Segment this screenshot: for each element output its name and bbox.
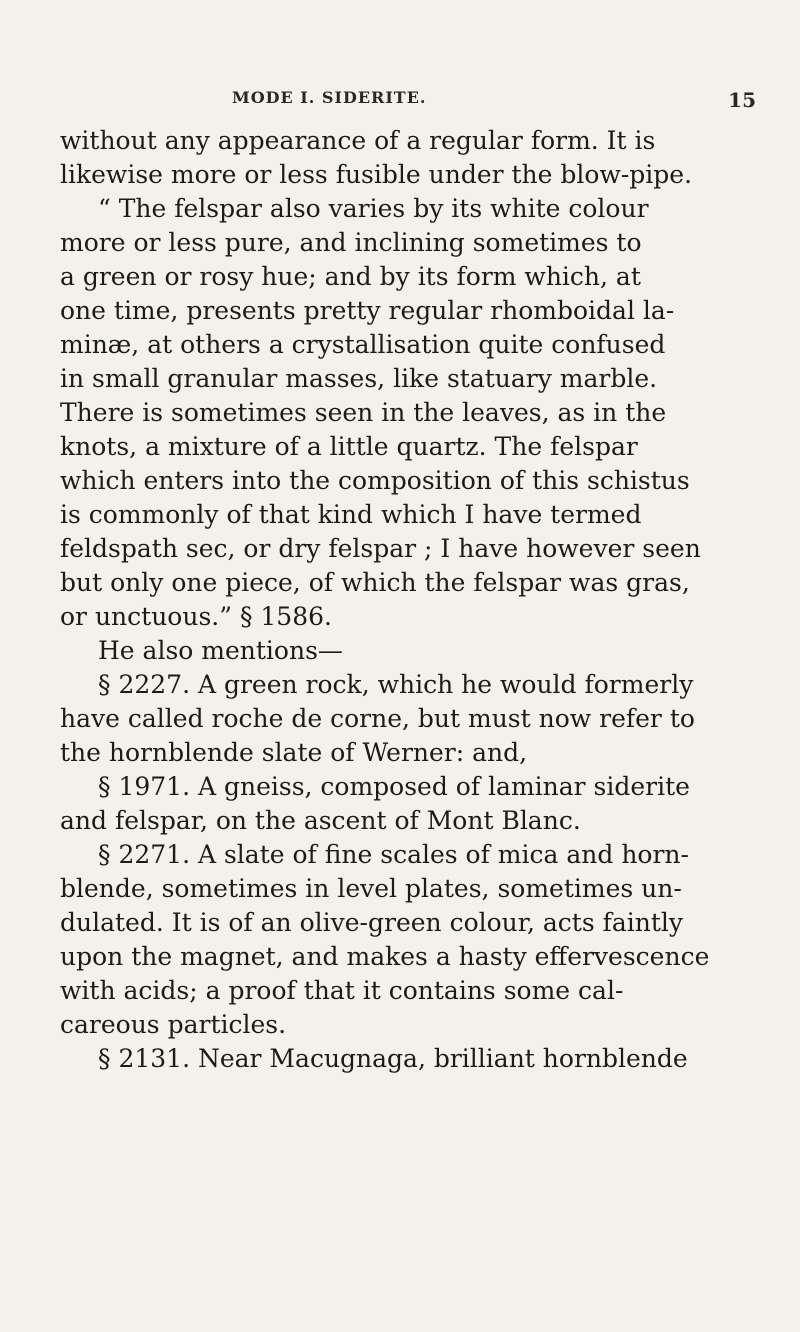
- text-line: § 1971. A gneiss, composed of laminar siderite: [98, 772, 690, 801]
- text-line: “ The felspar also varies by its white colour: [98, 194, 649, 223]
- text-line: There is sometimes seen in the leaves, as in the: [60, 398, 667, 427]
- text-line: have called roche de corne, but must now refer to: [60, 704, 695, 733]
- text-line: § 2131. Near Macugnaga, brilliant hornblende: [98, 1044, 688, 1073]
- text-line: a green or rosy hue; and by its form which, at: [60, 262, 641, 291]
- text-line: minæ, at others a crystallisation quite confused: [60, 330, 666, 359]
- text-line: the hornblende slate of Werner: and,: [60, 738, 528, 767]
- text-line: which enters into the composition of this schistus: [60, 466, 690, 495]
- text-line: feldspath sec, or dry felspar ; I have however seen: [60, 534, 701, 563]
- text-line: § 2271. A slate of fine scales of mica and horn-: [98, 840, 689, 869]
- text-line: blende, sometimes in level plates, sometimes un-: [60, 874, 682, 903]
- body-text: [60, 124, 740, 1076]
- text-line: knots, a mixture of a little quartz. The felspar: [60, 432, 638, 461]
- text-line: likewise more or less fusible under the blow-pipe.: [60, 160, 693, 189]
- text-line: upon the magnet, and makes a hasty effervescence: [60, 942, 710, 971]
- running-header: MODE I. SIDERITE.: [232, 88, 427, 107]
- text-line: but only one piece, of which the felspar was gras,: [60, 568, 690, 597]
- text-line: dulated. It is of an olive-green colour, acts faintly: [60, 908, 684, 937]
- text-line: and felspar, on the ascent of Mont Blanc.: [60, 806, 581, 835]
- text-line: without any appearance of a regular form. It is: [60, 126, 656, 155]
- text-line: careous particles.: [60, 1010, 287, 1039]
- text-line: is commonly of that kind which I have termed: [60, 500, 642, 529]
- page-number: 15: [728, 88, 756, 112]
- text-line: in small granular masses, like statuary marble.: [60, 364, 658, 393]
- text-line: § 2227. A green rock, which he would formerly: [98, 670, 694, 699]
- text-line: or unctuous.” § 1586.: [60, 602, 332, 631]
- text-line: more or less pure, and inclining sometimes to: [60, 228, 642, 257]
- text-line: He also mentions—: [98, 636, 343, 665]
- text-line: one time, presents pretty regular rhomboidal la-: [60, 296, 675, 325]
- text-line: with acids; a proof that it contains some cal-: [60, 976, 624, 1005]
